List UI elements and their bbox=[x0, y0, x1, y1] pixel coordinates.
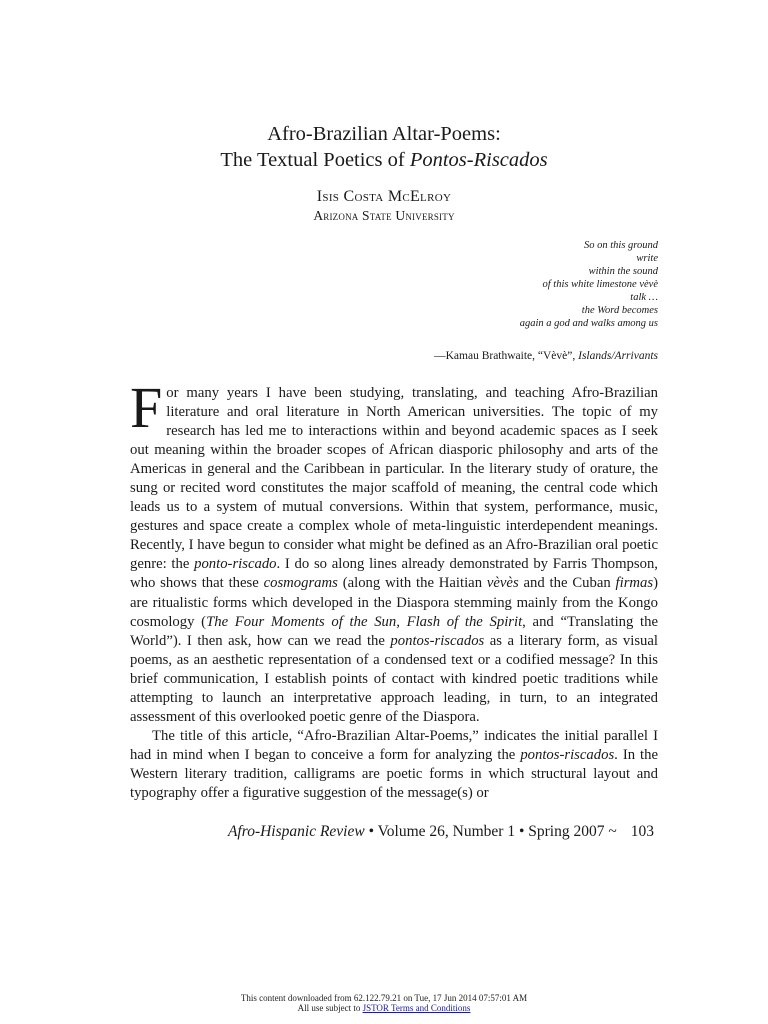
title-line-2-italic: Pontos-Riscados bbox=[409, 149, 548, 171]
italic-term: cosmograms bbox=[263, 575, 338, 592]
epigraph-line: of this white limestone vèvè bbox=[542, 279, 658, 290]
download-line-2 bbox=[0, 1003, 768, 1013]
journal-issue: • Volume 26, Number 1 • Spring 2007 ~ bbox=[364, 823, 617, 840]
body-text-run: The title of this article, “Afro-Brazilian Altar-Poems,” indicates the initial parallel I had in mind when I began to conceive a form for analyzing the bbox=[130, 727, 658, 763]
paragraph-1 bbox=[130, 375, 658, 727]
author-name: Isis Costa McElroy bbox=[316, 188, 452, 205]
body-text-run: . In the Western literary tradition, calligrams are poetic forms in which structural layout and typography offer a figurative suggestion of the message(s) or bbox=[130, 746, 658, 801]
page-number: 103 bbox=[630, 823, 654, 840]
journal-footer bbox=[228, 823, 654, 841]
attribution-text: —Kamau Brathwaite, “Vèvè”, bbox=[434, 350, 579, 362]
epigraph-line: the Word becomes bbox=[581, 305, 658, 316]
epigraph-line: write bbox=[636, 253, 658, 264]
article-body bbox=[130, 375, 658, 803]
italic-term: pontos-riscados bbox=[520, 746, 615, 763]
italic-term: ponto-riscado bbox=[194, 556, 277, 573]
epigraph-line: So on this ground bbox=[584, 240, 658, 251]
title-line-2-prefix: The Textual Poetics of bbox=[220, 149, 410, 171]
body-text-run: . I do so along lines already demonstrated by Farris Thompson, who shows that these bbox=[130, 556, 658, 592]
download-notice bbox=[0, 993, 768, 1013]
epigraph-line: within the sound bbox=[588, 266, 658, 277]
epigraph-line: again a god and walks among us bbox=[519, 318, 658, 329]
title-line-1: Afro-Brazilian Altar-Poems: bbox=[267, 123, 501, 145]
body-text-run: (along with the Haitian bbox=[337, 575, 487, 592]
epigraph-line: talk … bbox=[630, 292, 658, 303]
body-text-run: or many years I have been studying, translating, and teaching Afro-Brazilian literature and oral literature in North American universities. The topic of my research has led me to interactions within and beyond academic spaces as I seek out meaning within the broader scopes of African diasporic philosophy and arts of the Americas in general and the Caribbean in particular. In the literary study of orature, the sung or recited word constitutes the major scaffold of meaning, the central code which leads us to a system of mutual conversions. Within that system, performance, music, gestures and space create a complex whole of meta-linguistic interdependent meanings. Recently, I have begun to consider what might be defined as an Afro-Brazilian oral poetic genre: the bbox=[130, 385, 658, 573]
italic-term: The Four Moments of the Sun, Flash of the Spirit bbox=[206, 613, 523, 630]
epigraph-attribution bbox=[434, 350, 658, 362]
jstor-terms-link[interactable]: JSTOR Terms and Conditions bbox=[362, 1003, 471, 1013]
download-line-2-prefix: All use subject to bbox=[297, 1003, 363, 1013]
epigraph bbox=[520, 239, 658, 330]
body-text-run: , and “Translating the World”). I then ask, how can we read the bbox=[130, 613, 658, 649]
paragraph-2 bbox=[130, 727, 658, 803]
italic-term: firmas bbox=[615, 575, 654, 592]
body-text-run: and the Cuban bbox=[518, 575, 616, 592]
journal-name: Afro-Hispanic Review bbox=[227, 823, 365, 840]
body-text-run: as a literary form, as visual poems, as an aesthetic representation of a condensed text or a codified message? In this brief communication, I establish points of contact with kindred poetic traditions while attempting to launch an interpretative approach leading, in turn, to an integrated assessment of this overlooked poetic genre of the Diaspora. bbox=[130, 632, 658, 725]
body-text-run: ) are ritualistic forms which developed in the Diaspora stemming mainly from the Kongo cosmology ( bbox=[130, 575, 658, 630]
article-title bbox=[0, 121, 768, 173]
attribution-source: Islands/Arrivants bbox=[578, 350, 658, 362]
italic-term: vèvès bbox=[486, 575, 519, 592]
drop-cap: F bbox=[130, 375, 163, 440]
author-affiliation: Arizona State University bbox=[313, 208, 455, 223]
download-line-1: This content downloaded from 62.122.79.21 on Tue, 17 Jun 2014 07:57:01 AM bbox=[240, 993, 528, 1003]
title-line-2 bbox=[0, 147, 768, 173]
italic-term: pontos-riscados bbox=[390, 632, 485, 649]
